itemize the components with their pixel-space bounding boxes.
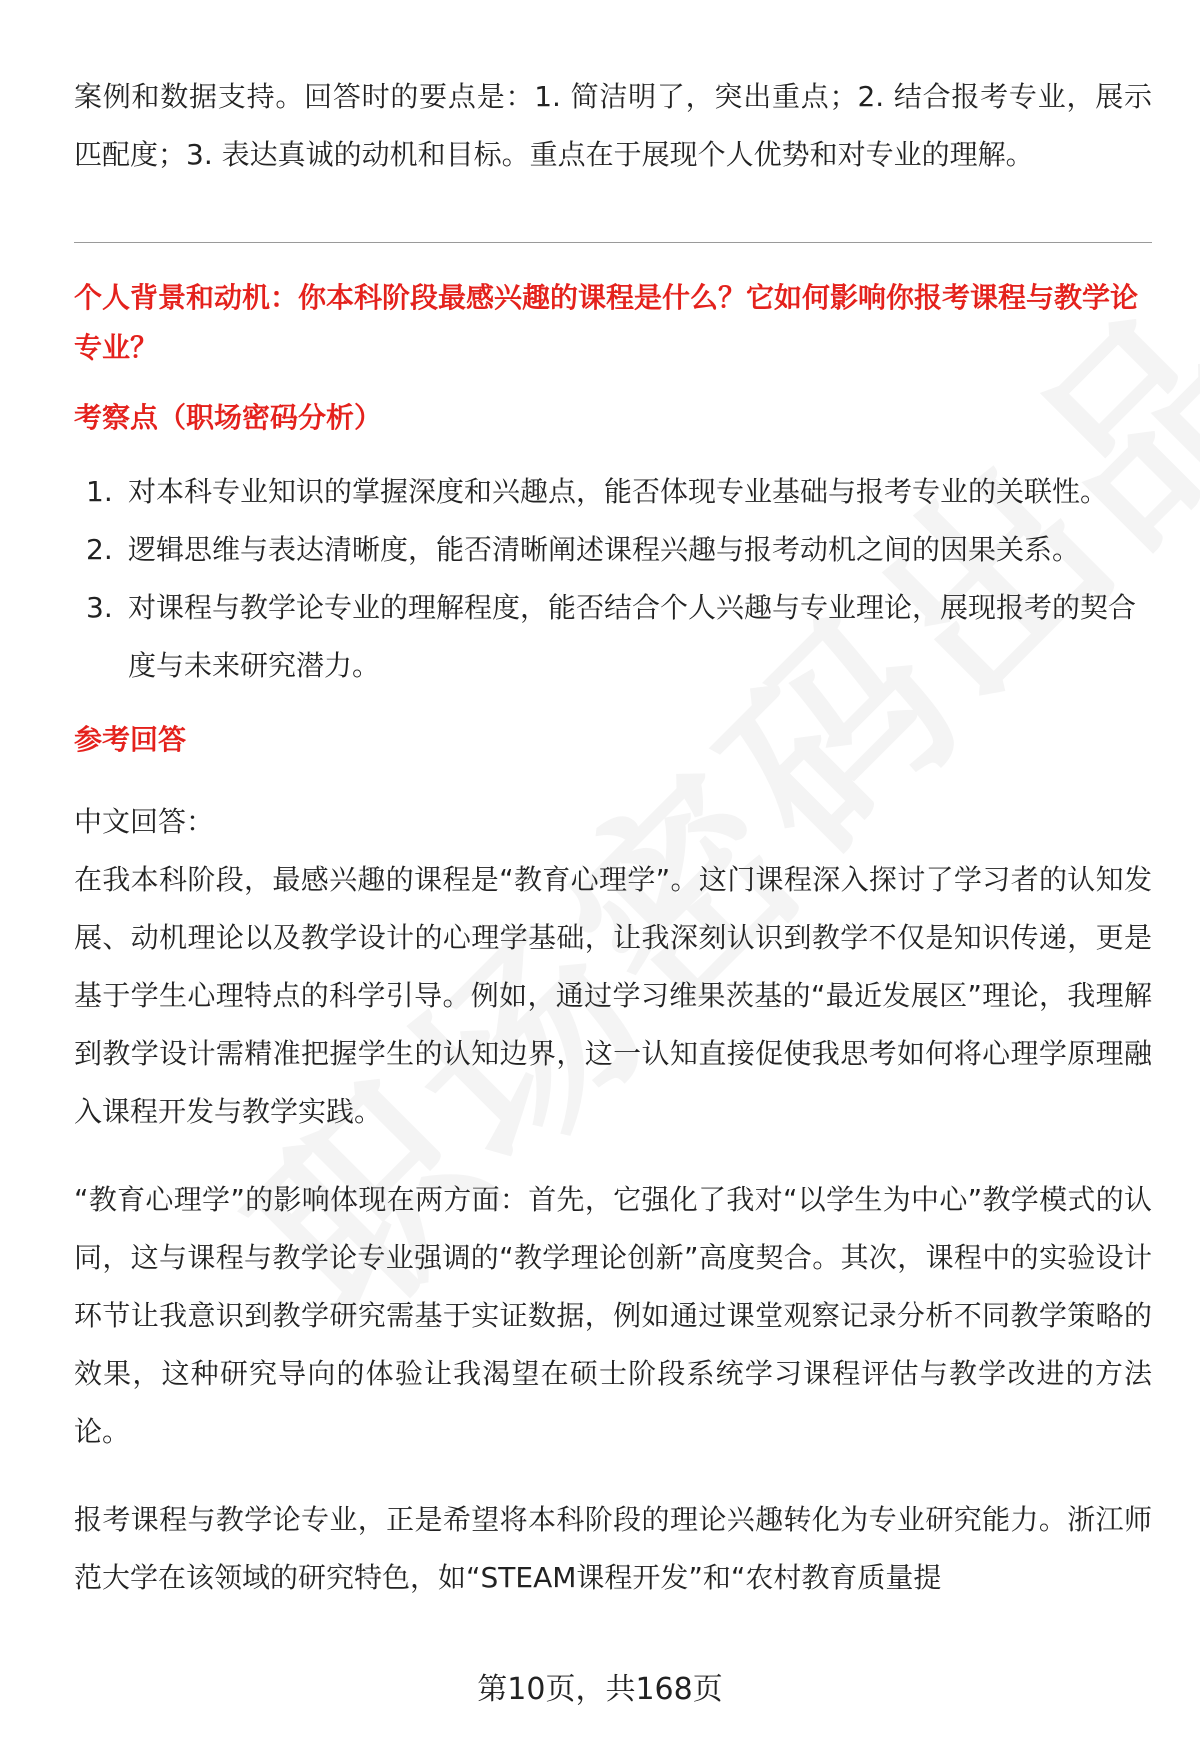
list-item-number: 2. [86,533,113,566]
list-item-text: 逻辑思维与表达清晰度，能否清晰阐述课程兴趣与报考动机之间的因果关系。 [128,533,1081,566]
question-title: 个人背景和动机：你本科阶段最感兴趣的课程是什么？它如何影响你报考课程与教学论专业？ [74,281,1139,364]
list-item [74,463,1152,521]
list-item-number: 3. [86,591,113,624]
document-page [74,0,1152,1607]
answer-paragraph: 在我本科阶段，最感兴趣的课程是“教育心理学”。这门课程深入探讨了学习者的认知发展、动机理论以及教学设计的心理学基础，让我深刻认识到教学不仅是知识传递，更是基于学生心理特点的科学引导。例如，通过学习维果茨基的“最近发展区”理论，我理解到教学设计需精准把握学生的认知边界，这一认知直接促使我思考如何将心理学原理融入课程开发与教学实践。 [74,863,1152,1128]
intro-paragraph: 案例和数据支持。回答时的要点是：1. 简洁明了，突出重点；2. 结合报考专业，展示匹配度；3. 表达真诚的动机和目标。重点在于展现个人优势和对专业的理解。 [74,80,1152,171]
list-item [74,521,1152,579]
list-item-text: 对本科专业知识的掌握深度和兴趣点，能否体现专业基础与报考专业的关联性。 [128,475,1109,508]
answer-paragraph: 报考课程与教学论专业，正是希望将本科阶段的理论兴趣转化为专业研究能力。浙江师范大学在该领域的研究特色，如“STEAM课程开发”和“农村教育质量提 [74,1503,1152,1594]
exam-points-list [74,463,1152,695]
chinese-answer-label: 中文回答： [74,805,215,838]
reference-answer-heading: 参考回答 [74,723,187,756]
section-divider [74,242,1152,243]
exam-points-heading: 考察点（职场密码分析） [74,401,383,434]
list-item-number: 1. [86,475,113,508]
list-item [74,579,1152,695]
list-item-text: 对课程与教学论专业的理解程度，能否结合个人兴趣与专业理论，展现报考的契合度与未来研究潜力。 [128,591,1137,682]
answer-paragraph: “教育心理学”的影响体现在两方面：首先，它强化了我对“以学生为中心”教学模式的认同，这与课程与教学论专业强调的“教学理论创新”高度契合。其次，课程中的实验设计环节让我意识到教学研究需基于实证数据，例如通过课堂观察记录分析不同教学策略的效果，这种研究导向的体验让我渴望在硕士阶段系统学习课程评估与教学改进的方法论。 [74,1183,1152,1448]
page-number-footer: 第10页，共168页 [477,1672,723,1707]
